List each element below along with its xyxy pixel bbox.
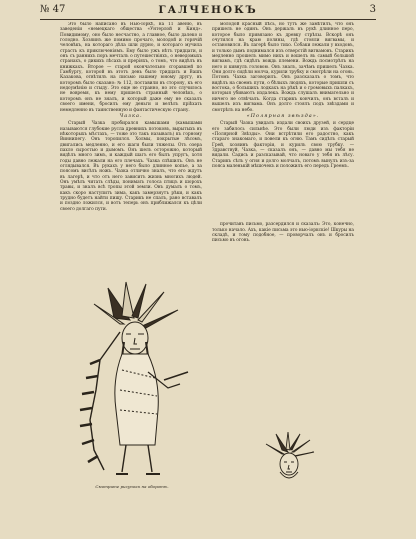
header-rule xyxy=(40,19,376,20)
chief-drawing xyxy=(60,280,204,480)
head-illustration xyxy=(258,432,318,484)
page-number: 3 xyxy=(369,4,376,15)
section-heading: «Полярная звѣзда». xyxy=(246,112,320,119)
head-drawing xyxy=(258,432,318,484)
chief-illustration xyxy=(60,280,204,490)
section-heading: Чазка. xyxy=(119,112,143,119)
paragraph: Старый Чазка пробирался камышами (камышами называются глубокие русла древнихъ потоковъ, вырытыхъ въ нѣкоторыхъ мѣстахъ, — тоже это такъ называлъ) къ горному Виннипегу. Онъ торопился. Холмы, покрытые лѣсомъ, двигались медленно, и его шаги были тяжелы. Отъ озера пахло сыростью и дымомъ. Онъ шелъ осторожно, который видѣлъ много зимъ, и каждый шагъ его былъ упругъ, хотя годы давно лежали на его плечахъ. Чазка спѣшилъ. Онъ не оглядывался. Въ рукахъ у него было длинное копье, а за поясомъ висѣлъ ножъ. Чазка отлично зналъ, что его ждутъ въ лагерѣ, и что отъ него зависитъ жизнь многихъ людей. Онъ умѣлъ читать слѣды, понимать голоса птицъ и шорохъ травы, и зналъ всѣ тропы этой земли. Онъ думалъ о томъ, какъ скоро наступитъ зима, какъ замерзнутъ рѣки, и какъ трудно будетъ найти пищу. Старикъ не спалъ, рано вставалъ и поздно ложился, и вотъ теперь онъ приближался къ цѣли своего долгаго пути. xyxy=(60,121,202,212)
paragraph: молодой красный пѣсь, но тутъ же замѣтилъ, что онъ пришелъ не одинъ. Онъ держалъ въ рукѣ длинное перо, которое было привязано къ древку стрѣлы. Вскорѣ онъ очутился на краю поляны, гдѣ стояли вигвамы, и остановился. Въ лагерѣ было тихо. Собаки лежали у входовъ, и только дымъ поднимался изъ отверстій вигвамовъ. Старикъ медленно прошелъ мимо нихъ и вошелъ въ самый большой вигвамъ, гдѣ сидѣлъ вождь племени. Вождь посмотрѣлъ на него и кивнулъ головою. Онъ зналъ, зачѣмъ пришелъ Чазка. Они долго сидѣли молча, курили трубку и смотрѣли на огонь. Потомъ Чазка заговорилъ. Онъ разсказалъ о томъ, что видѣлъ на своемъ пути, о бѣлыхъ людяхъ, которые пришли съ востока, о большихъ лодкахъ на рѣкѣ и о громовыхъ палкахъ, которыя убиваютъ издалека. Вождь слушалъ внимательно и ничего не отвѣчалъ. Когда старикъ кончилъ, онъ всталъ и вышелъ изъ вигвама. Онъ долго стоялъ подъ звѣздами и смотрѣлъ на небо. xyxy=(212,22,354,113)
paragraph: Это было написано въ Нью-Іоркѣ, на 11 авеню, въ заведеніи «немецкаго общества «Унтерлой и Кинд». Повидимому, оно было несчастно, а главное, было далеко и голодно. Хозяинъ же помимо прочаго, молодой и горячій человѣкъ, на котораго дѣла шли дурно, и котораго мучила страсть къ приключеніямъ. Ему было ужъ нѣтъ тридцати, и онъ съ раннихъ поръ мечталъ о путешествіяхъ, о неведомыхъ странахъ, о дикихъ лѣсахъ и прерiяхъ, о томъ, что видѣлъ въ книжкахъ. Второе — старой окончательно сгоравшей по Гамбургу, которой въ этотъ день было тридцать и Вашъ Казакова, отвѣтилъ на письмо нашему юному другу, въ которомъ было сказано: № 112, поставили въ сторону, къ его недоумѣнію и стыду. Это еще не странно, но это случилось не вовремя, къ нему пришелъ странный человѣкъ, о которомъ онъ не зналъ, и который даже ему не сказалъ своего имени, бросилъ ему деньги и велѣлъ пріѣхать немедленно въ таинственную и фантастическую страну. xyxy=(60,22,202,113)
illustration-caption: Смотрите рисунокъ на оборотѣ. xyxy=(95,484,169,489)
page-header xyxy=(40,4,376,18)
paragraph: Старый Чазка увидалъ издали своихъ друзей, и сердце его забилось сильнѣе. Это были люди изъ факторіи «Полярной Звѣзды». Они встрѣтили его радостно, какъ стараго знакомаго, и повели къ огню. Тамъ сидѣлъ старый Грей, хозяинъ факторіи, и курилъ свою трубку. — Здравствуй, Чазка, — сказалъ онъ, — давно мы тебя не видали. Садись и разсказывай, что новаго у тебя въ лѣсу. Старикъ сѣлъ у огня и долго молчалъ, потомъ вынулъ изъ-за пояса маленькій мѣшочекъ и положилъ его передъ Греемъ. xyxy=(212,121,354,169)
issue-number: № 47 xyxy=(40,4,66,15)
illustration-space xyxy=(212,169,354,222)
paragraph: прочитавъ письмо, разсердился и сказалъ: Это, конечно, только начало. Ахъ, какіе письма это нью-іоркскіе! Шкуры на складѣ, и тому подобное, — проворчалъ онъ и бросилъ письмо въ огонь. xyxy=(212,222,354,244)
magazine-title: ГАЛЧЕНОКЪ xyxy=(158,4,258,16)
